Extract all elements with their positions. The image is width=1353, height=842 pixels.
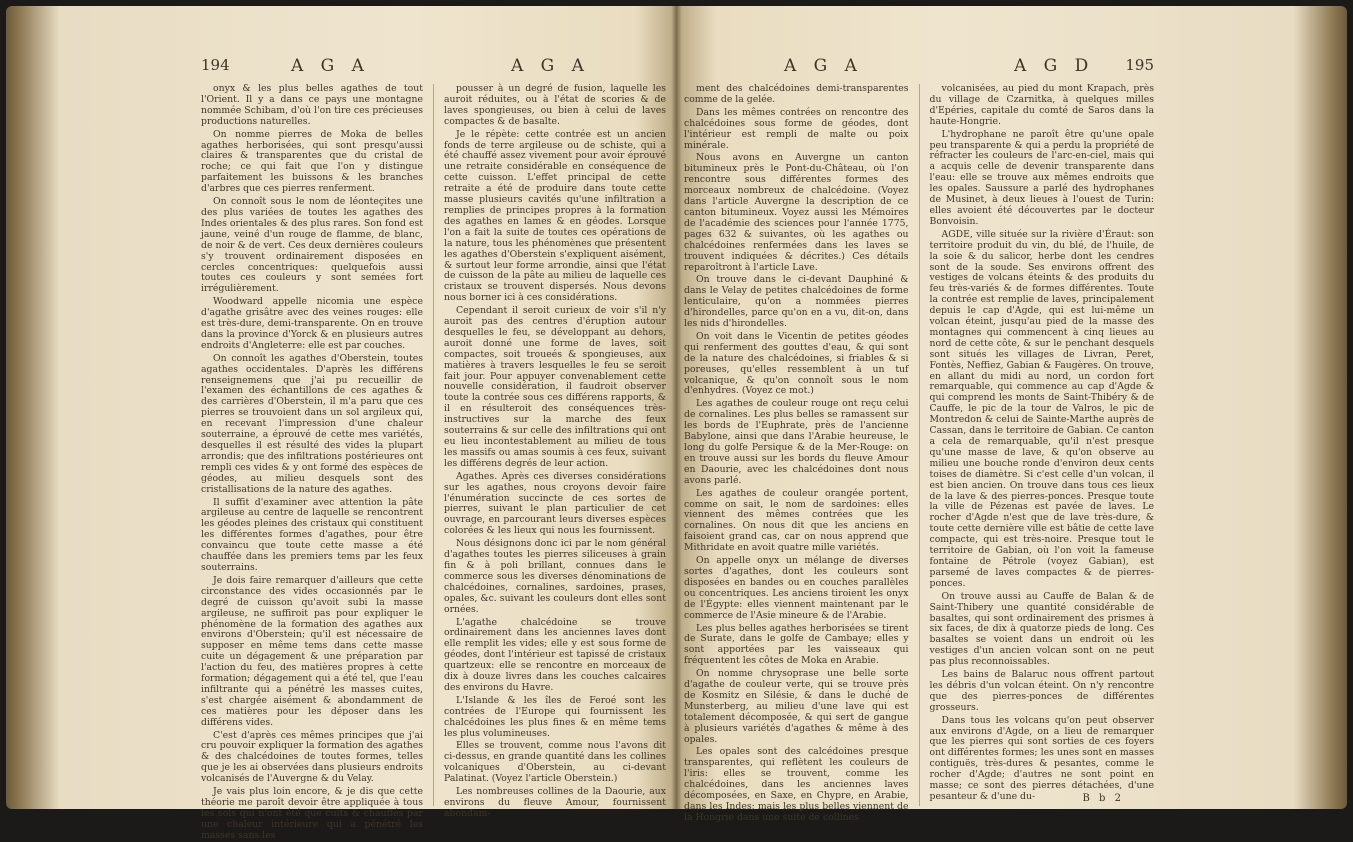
paragraph: Les agathes de couleur rouge ont reçu celui de cornalines. Les plus belles se ramassent sur les bords de l'Euphrate, près de l'ancienne Babylone, ainsi que dans l'Arabie heureuse, le long du golfe Persique & de la Mer-Rouge: on en trouve aussi sur les bords du fleuve Amour en Daourie, avec les chalcédoines dont nous avons parlé. [684,398,909,486]
running-head-right [684,56,1154,84]
page-number: 194 [201,56,230,74]
head-word-left: A G A [784,56,863,76]
head-word-right: A G A [511,56,590,76]
running-head-left [201,56,666,84]
head-word-right: A G D [1014,56,1095,76]
text-columns [684,83,1154,823]
paragraph: Je le répète: cette contrée est un ancien fonds de terre argileuse ou de schiste, qui a été chauffé assez vivement pour avoir éprouvé une retraite considérable en conséquence de cette cuisson. L'effet principal de cette retraite a été de produire dans toute cette masse plusieurs cavités qu'une infiltration a remplies de principes propres à la formation des agathes en lames & en géodes. Lorsque l'on a fait la suite de toutes ces opérations de la nature, tous les phénomènes que présentent les agathes d'Oberstein s'expliquent aisément, & surtout leur forme arrondie, ainsi que l'état de cuisson de la pâte au milieu de laquelle ces cristaux se trouvent dispersés. Nous devons nous borner ici à ces considérations. [444,128,666,304]
paragraph: ment des chalcédoines demi-transparentes comme de la gelée. [684,83,909,105]
paragraph: Dans tous les volcans qu'on peut observer aux environs d'Agde, on a lieu de remarquer que les pierres qui sont sorties de ces foyers ont différentes formes; les unes sont en masses contiguës, très-dures & pesantes, comme le rocher d'Agde; d'autres ne sont point en masse; ce sont des pierres détachées, d'une pesanteur & d'une du- [929,714,1154,802]
text-columns [201,83,666,841]
paragraph: On nomme chrysoprase une belle sorte d'agathe de couleur verte, qui se trouve près de Kosmitz en Silésie, & dans le duché de Munsterberg, au milieu d'une lave qui est totalement décomposée, & qui sert de gangue à plusieurs variétés d'agathes & même à des opales. [684,668,909,745]
text-column [684,83,909,823]
paragraph: Les opales sont des calcédoines presque transparentes, qui reflètent les couleurs de l'iris: elles se trouvent, comme les chalcédoines, dans les anciennes laves décomposées, en Saxe, en Chypre, en Arabie, dans les Indes; mais les plus belles viennent de la Hongrie dans une suite de collines [684,746,909,823]
paragraph: On trouve aussi au Cauffe de Balan & de Saint-Thibery une quantité considérable de basaltes, qui sont ordinairement des prismes à six faces, de dix à quatorze pieds de long. Ces basaltes se voient dans un endroit où les vestiges d'un ancien volcan sont on ne peut pas plus reconnoissables. [929,590,1154,668]
text-column [930,84,1155,806]
paragraph: onyx & les plus belles agathes de tout l'Orient. Il y a dans ce pays une montagne nommée Schibam, d'où l'on tire ces précieuses productions naturelles. [201,83,423,127]
paragraph: Les agathes de couleur orangée portent, comme on sait, le nom de sardoines: elles viennent des mêmes contrées que les cornalines. On nous dit que les anciens en faisoient grand cas, car on nous apprend que Mithridate en avoit quatre mille variétés. [684,487,909,554]
paragraph: L'hydrophane ne paroît être qu'une opale peu transparente & qui a perdu la propriété de réfracter les couleurs de l'arc-en-ciel, mais qui a acquis celle de devenir transparente dans l'eau: elle se trouve aux mêmes endroits que les opales. Saussure a parlé des hydrophanes de Musinet, à deux lieues à l'ouest de Turin: elles avoient été découvertes par le docteur Bonvoisin. [929,128,1154,227]
paragraph: On appelle onyx un mélange de diverses sortes d'agathes, dont les couleurs sont disposées en bandes ou en couches parallèles ou concentriques. Les anciens tiroient les onyx de l'Égypte: elles viennent maintenant par le commerce de l'Asie mineure & de l'Arabie. [684,555,909,621]
head-word-left: A G A [291,56,370,76]
paragraph: L'Islande & les îles de Feroé sont les contrées de l'Europe qui fournissent les chalcédoines les plus fines & en même tems les plus volumineuses. [444,694,666,739]
paragraph: C'est d'après ces mêmes principes que j'ai cru pouvoir expliquer la formation des agathes & des chalcédoines de toutes formes, telles que je les ai observées dans plusieurs endroits volcanisés de l'Auvergne & du Velay. [201,729,423,785]
right-page [684,56,1154,823]
paragraph: volcanisées, au pied du mont Krapach, près du village de Czarnitka, à quelques milles d'Epéries, capitale du comté de Saros dans la haute-Hongrie. [929,83,1154,127]
paragraph: Woodward appelle nicomia une espèce d'agathe grisâtre avec des veines rouges: elle est très-dure, demi-transparente. On en trouve dans la province d'Yorck & en plusieurs autres endroits d'Angleterre: elle est par couches. [201,296,423,351]
paragraph: Agathes. Après ces diverses considérations sur les agathes, nous croyons devoir faire l'énumération succincte de ces sortes de pierres, suivant le plan particulier de cet ouvrage, en parcourant leurs diverses espèces colorées & les lieux qui nous les fournissent. [444,470,666,537]
paragraph: pousser à un degré de fusion, laquelle les auroit réduites, ou à l'état de scories & de laves spongieuses, ou bien à celui de laves compactes & de basalte. [444,83,666,127]
signature-mark: B b 2 [1082,793,1124,804]
paragraph: Les bains de Balaruc nous offrent partout les débris d'un volcan éteint. On n'y rencontre que des pierres-ponces de différentes grosseurs. [929,669,1154,713]
paragraph: On connoît sous le nom de léonteçites une des plus variées de toutes les agathes des Indes orientales & des plus rares. Son fond est jaune, veiné d'un rouge de flamme, de blanc, de noir & de vert. Ces deux dernières couleurs s'y trouvent ordinairement disposées en cercles concentriques: quelquefois aussi toutes ces couleurs y sont semées fort irrégulièrement. [201,196,423,295]
paragraph: Nous désignons donc ici par le nom général d'agathes toutes les pierres siliceuses à grain fin & à poli brillant, connues dans le commerce sous les diverses dénominations de chalcédoines, cornalines, sardoines, prases, opales, &c. suivant les couleurs dont elles sont ornées. [444,538,666,615]
paragraph: On connoît les agathes d'Oberstein, toutes agathes occidentales. D'après les différens renseignemens que j'ai pu recueillir de l'examen des échantillons de ces agathes & des carrières d'Oberstein, il m'a paru que ces pierres se trouvoient dans un sol argileux qui, en recevant l'impression d'une chaleur souterraine, a éprouvé de cette mes variétés, desquelles il est résulté des vides la plupart arrondis; que des infiltrations postérieures ont rempli ces vides & y ont formé des espèces de géodes, au milieu desquels sont des cristallisations de la nature des agathes. [201,352,423,495]
open-book [6,6,1347,841]
paragraph: On trouve dans le ci-devant Dauphiné & dans le Velay de petites chalcédoines de forme lenticulaire, qu'on a nommées pierres d'hirondelles, parce qu'on en a vu, dit-on, dans les nids d'hirondelles. [684,274,909,330]
paragraph: On voit dans le Vicentin de petites géodes qui renferment des gouttes d'eau, & qui sont de la nature des chalcédoines, si friables & si poreuses, qu'elles ressemblent à un tuf volcanique, & qu'on connoît sous le nom d'enhydres. (Voyez ce mot.) [684,330,909,397]
paragraph: AGDE, ville située sur la rivière d'Éraut: son territoire produit du vin, du blé, de l'huile, de la soie & du salicor, herbe dont les cendres sont de la soude. Ses environs offrent des vestiges de volcans éteints & des produits du feu très-variés & de formes différentes. Toute la contrée est remplie de laves, principalement depuis le cap d'Agde, qui est lui-même un volcan éteint, jusqu'au pied de la masse des montagnes qui commencent à cinq lieues au nord de cette côte, & sur le penchant desquels sont situés les villages de Livran, Peret, Fontès, Neffiez, Gabian & Faugères. On trouve, en allant du midi au nord, un cordon fort remarquable, qui commence au cap d'Agde & qui comprend les monts de Saint-Thibéry & de Cauffe, le pic de la tour de Valros, le pic de Montredon & celui de Sainte-Marthe auprès de Cassan, dans le territoire de Gabian. Ce canton a cela de remarquable, qu'il n'est presque qu'une masse de lave, & qu'on observe au milieu une bouche ronde d'environ deux cents toises de diamètre. Si c'est celle d'un volcan, il est bien ancien. On trouve dans tous ces lieux de la lave & des pierres-ponces. Presque toute la ville de Pézenas est pavée de laves. Le rocher d'Agde n'est que de lave très-dure, & toute cette dernière ville est bâtie de cette lave compacte, qui est très-noire. Presque tout le territoire de Gabian, où l'on voit la fameuse fontaine de Pétrole (voyez Gabian), est parsemé de laves compactes & de pierres-ponces. [929,228,1154,589]
paragraph: Nous avons en Auvergne un canton bitumineux près le Pont-du-Château, où l'on rencontre sous différentes formes des morceaux nombreux de chalcédoine. (Voyez dans l'article Auvergne la description de ce canton bitumineux. Voyez aussi les Mémoires de l'académie des sciences pour l'année 1775, pages 632 & suivantes, où les agathes ou chalcédoines renfermées dans les laves se trouvent indiquées & décrites.) Ces détails reparoîtront à l'article Lave. [684,152,909,273]
left-page [201,56,666,841]
paragraph: Les plus belles agathes herborisées se tirent de Surate, dans le golfe de Cambaye; elles y sont apportées par les vaisseaux qui fréquentent les côtes de Moka en Arabie. [684,622,909,667]
paragraph: Je vais plus loin encore, & je dis que cette théorie me paroît devoir être appliquée à tous les sols qui n'ont été que cuits & chauffés par une chaleur intérieure qui a pénétré les masses sans les [201,786,423,841]
paragraph: Cependant il seroit curieux de voir s'il n'y auroit pas des centres d'éruption autour desquelles le feu, se développant au dehors, auroit donné une forme de laves, soit compactes, soit troueés & spongieuses, aux matières à travers lesquelles le feu se seroit fait jour. Pour appuyer convenablement cette nouvelle considération, il faudroit observer toute la contrée sous ces différens rapports, & il en résulteroit des conséquences très-instructives sur la marche des feux souterrains & sur celle des infiltrations qui ont eu lieu incontestablement au milieu de tous les massifs ou amas soumis à ces feux, suivant les différens degrés de leur action. [444,305,666,469]
page-number: 195 [1125,56,1154,74]
paragraph: Elles se trouvent, comme nous l'avons dit ci-dessus, en grande quantité dans les collines volcaniques d'Oberstein, au ci-devant Palatinat. (Voyez l'article Oberstein.) [444,740,666,785]
paragraph: Les nombreuses collines de la Daourie, aux environs du fleuve Amour, fournissent abondam- [444,786,666,819]
paragraph: Dans les mêmes contrées on rencontre des chalcédoines sous forme de géodes, dont l'intérieur est rempli de malte ou poix minérale. [684,106,909,151]
text-column [444,83,666,819]
column-rule [919,84,920,806]
paragraph: Je dois faire remarquer d'ailleurs que cette circonstance des vides occasionnés par le degré de cuisson qu'avoit subi la masse argileuse, ne suffiroit pas pour expliquer le phénomène de la formation des agathes aux environs d'Oberstein; qu'il est nécessaire de supposer en même tems dans cette masse cuite un dégagement & une préparation par l'action du feu, des matières propres à cette formation; dégagement qui a été tel, que l'eau infiltrante qui a pénétré les masses cuites, s'est chargée aisément & abondamment de ces matières pour les déposer dans les différens vides. [201,574,423,728]
paragraph: On nomme pierres de Moka de belles agathes herborisées, qui sont presqu'aussi claires & transparentes que du cristal de roche; ce qui fait que l'on y distingue parfaitement les buissons & les branches d'arbres que ces pierres renferment. [201,128,423,195]
column-rule [433,84,434,806]
paragraph: Il suffit d'examiner avec attention la pâte argileuse au centre de laquelle se rencontrent les géodes pleines des cristaux qui constituent les différentes formes d'agathes, pour être convaincu que toute cette masse a été chauffée dans les premiers tems par les feux souterrains. [201,496,423,573]
paragraph: L'agathe chalcédoine se trouve ordinairement dans les anciennes laves dont elle remplit les vides; elle y est sous forme de géodes, dont l'intérieur est tapissé de cristaux quartzeux: elle se rencontre en morceaux de dix à douze livres dans les couches calcaires des environs du Havre. [444,616,666,693]
text-column [201,83,423,841]
